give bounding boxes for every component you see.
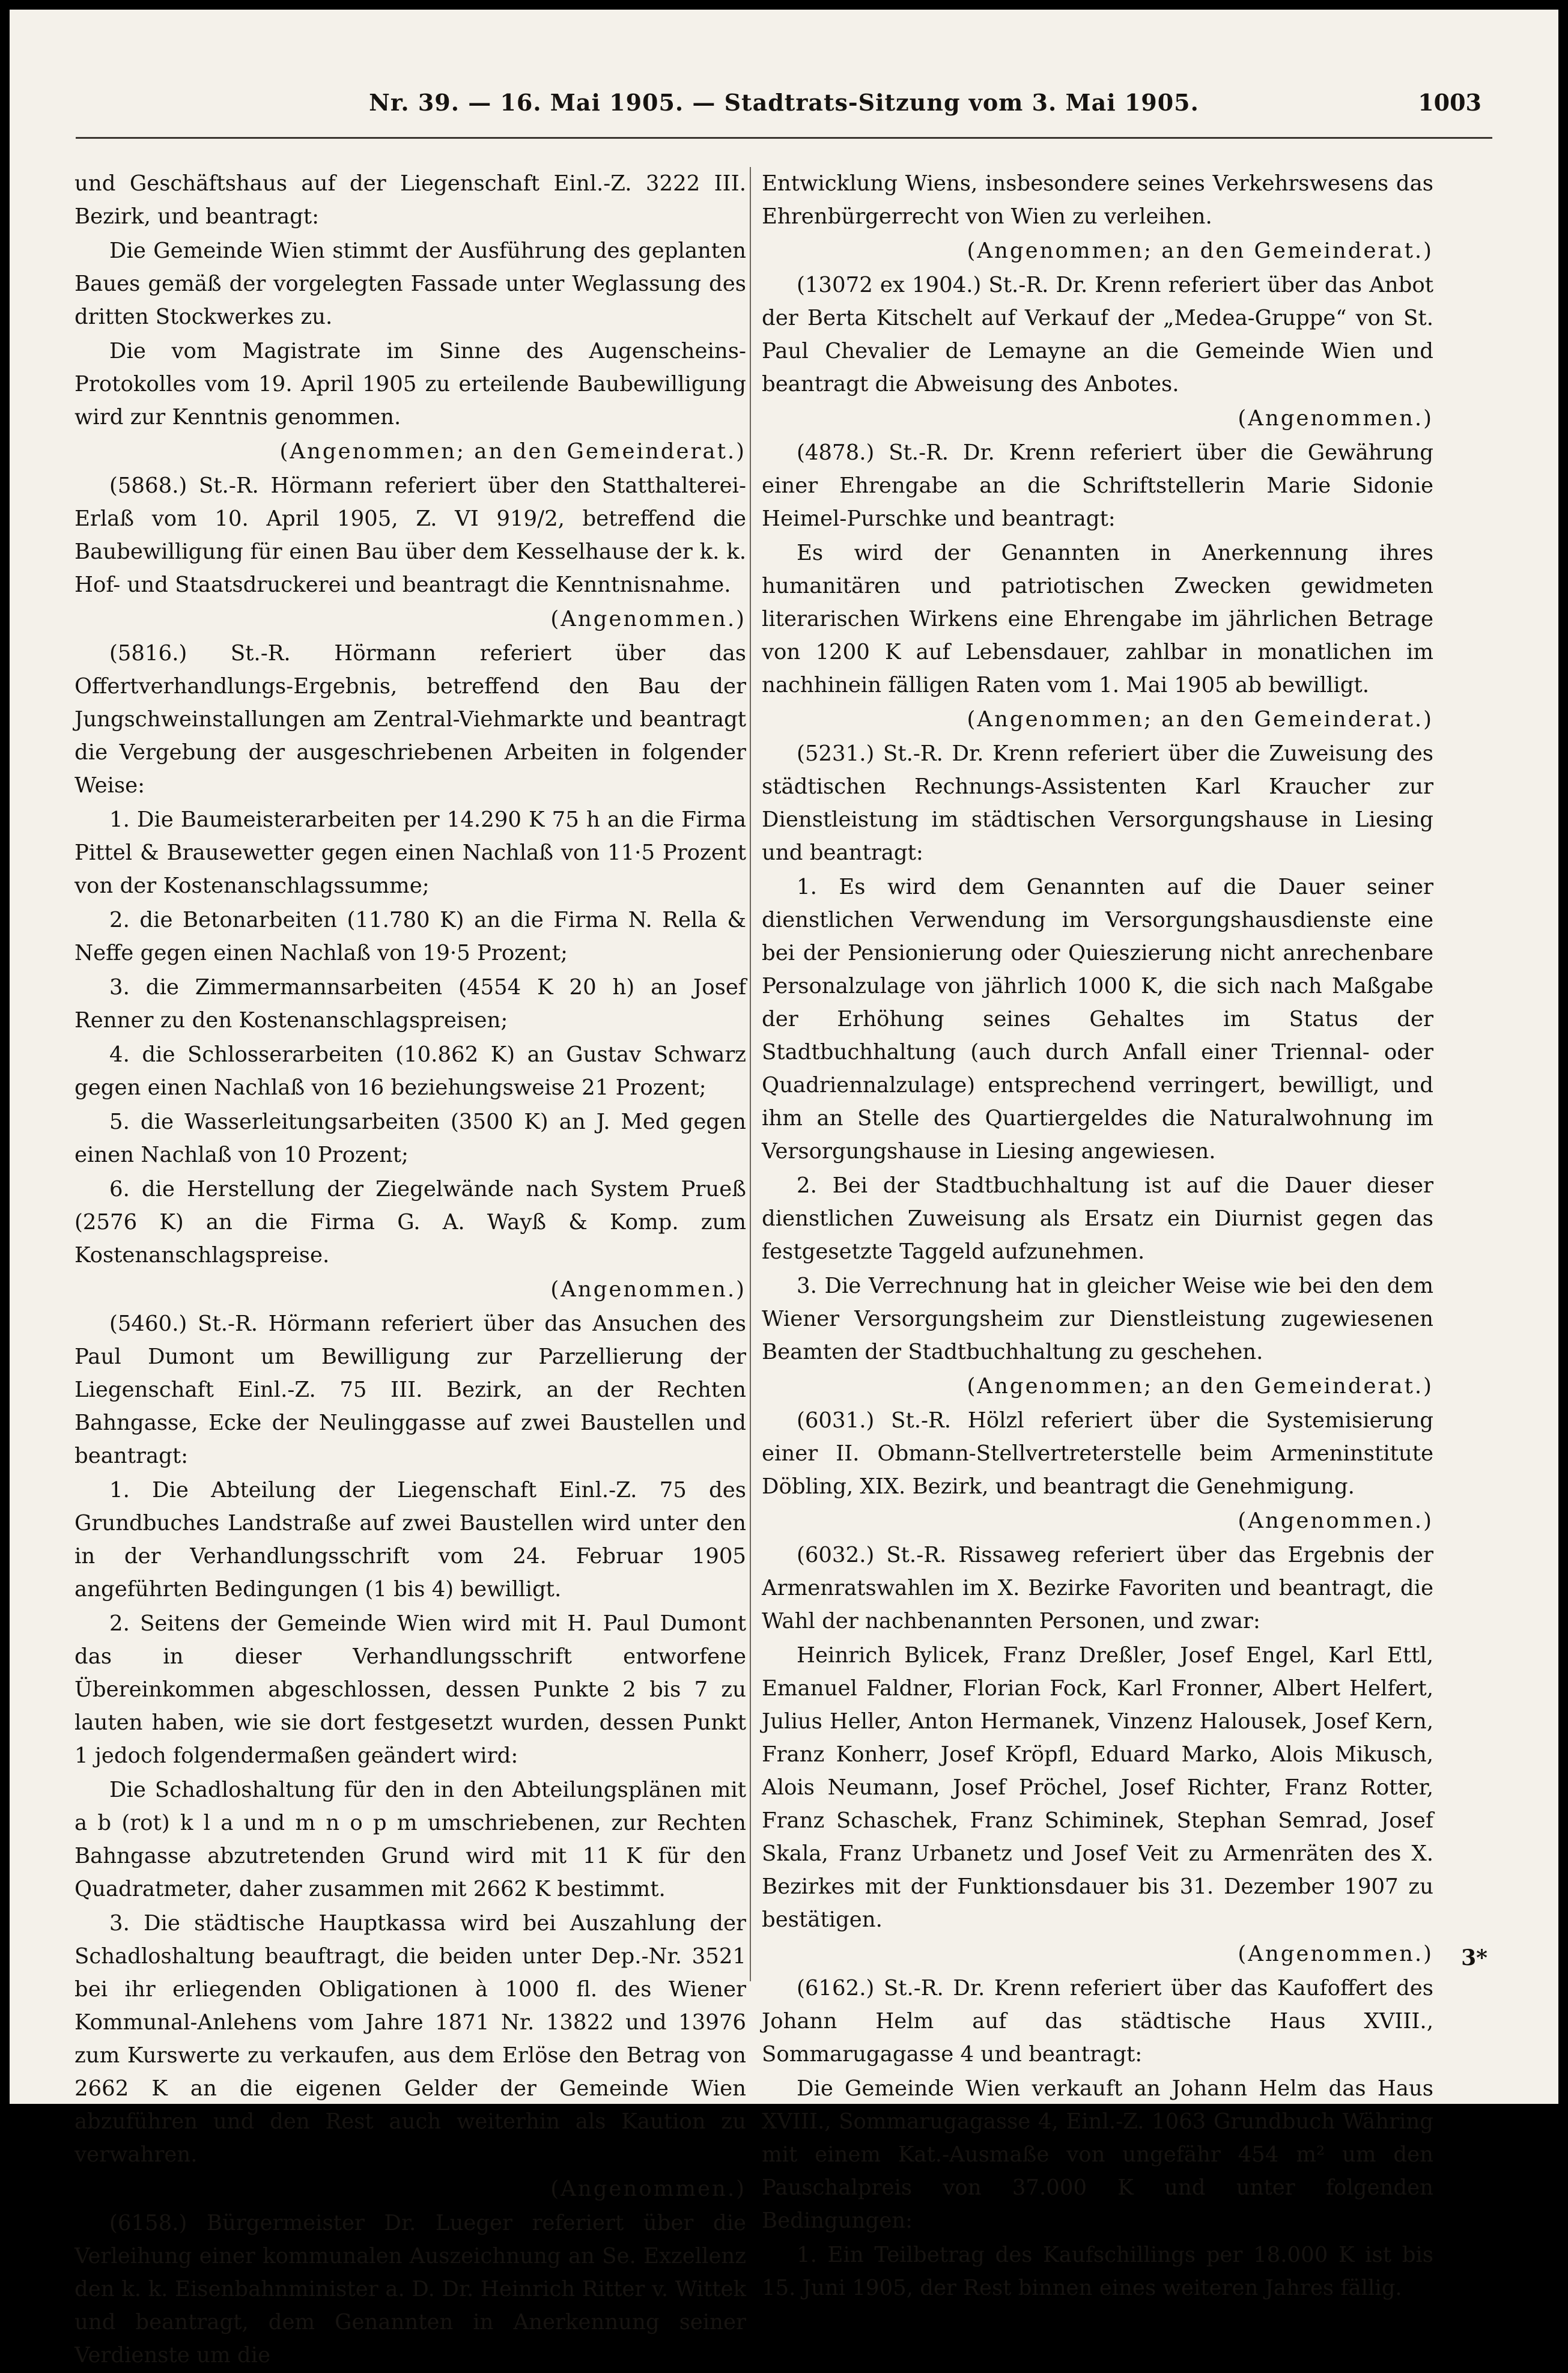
paragraph: 1. Ein Teilbetrag des Kaufschillings per 18.000 K ist bis 15. Juni 1905, der Rest binnen eines weiteren Jahres fällig. [762,2243,1433,2300]
left-column [74,167,746,2373]
paragraph: 2. Bei der Stadtbuchhaltung ist auf die Dauer dieser dienstlichen Zuweisung als Ersatz ein Diurnist gegen das festgesetzte Taggeld aufzunehmen. [762,1173,1433,1264]
paragraph: Es wird der Genannten in Anerkennung ihres humanitären und patriotischen Zwecken gewidmeten literarischen Wirkens eine Ehrengabe im jährlichen Betrage von 1200 K auf Lebensdauer, zahlbar in monatlichen im nachhinein fälligen Raten vom 1. Mai 1905 ab bewilligt. [762,541,1433,697]
paragraph: (13072 ex 1904.) St.-R. Dr. Krenn referiert über das Anbot der Berta Kitschelt auf Verkauf der „Medea-Gruppe“ von St. Paul Chevalier de Lemayne an die Gemeinde Wien und beantragt die Abweisung des Anbotes. [762,273,1433,397]
paragraph: 5. die Wasserleitungsarbeiten (3500 K) an J. Med gegen einen Nachlaß von 10 Prozent; [74,1110,746,1167]
paragraph: Die Gemeinde Wien stimmt der Ausführung des geplanten Baues gemäß der vorgelegten Fassade unter Weglassung des dritten Stockwerkes zu. [74,239,746,329]
page-number: 1003 [1418,89,1481,116]
paragraph: 1. Die Baumeisterarbeiten per 14.290 K 75 h an die Firma Pittel & Brausewetter gegen einen Nachlaß von 11·5 Prozent von der Kostenanschlagssumme; [74,807,746,898]
decision-note: (Angenommen.) [1238,1509,1433,1533]
decision-note: (Angenommen; an den Gemeinderat.) [967,707,1433,732]
paragraph: (5460.) St.-R. Hörmann referiert über das Ansuchen des Paul Dumont um Bewilligung zur Parzellierung der Liegenschaft Einl.-Z. 75 III. Bezirk, an der Rechten Bahngasse, Ecke der Neulinggasse auf zwei Baustellen und beantragt: [74,1311,746,1468]
paragraph: (6032.) St.-R. Rissaweg referiert über das Ergebnis der Armenratswahlen im X. Bezirke Favoriten und beantragt, die Wahl der nachbenannten Personen, und zwar: [762,1543,1433,1633]
paragraph: Heinrich Bylicek, Franz Dreßler, Josef Engel, Karl Ettl, Emanuel Faldner, Florian Fock, Karl Fronner, Albert Helfert, Julius Heller, Anton Hermanek, Vinzenz Halousek, Josef Kern, Franz Konherr, Josef Kröpfl, Eduard Marko, Alois Mikusch, Alois Neumann, Josef Pröchel, Josef Richter, Franz Rotter, Franz Schaschek, Franz Schiminek, Stephan Semrad, Josef Skala, Franz Urbanetz und Josef Veit zu Armenräten des X. Bezirkes mit der Funktionsdauer bis 31. Dezember 1907 zu bestätigen. [762,1643,1433,1932]
paragraph: (5868.) St.-R. Hörmann referiert über den Statthalterei-Erlaß vom 10. April 1905, Z. VI 919/2, betreffend die Baubewilligung für einen Bau über dem Kesselhause der k. k. Hof- und Staatsdruckerei und beantragt die Kenntnisnahme. [74,473,746,597]
paragraph: 6. die Herstellung der Ziegelwände nach System Prueß (2576 K) an die Firma G. A. Wayß & Komp. zum Kostenanschlagspreise. [74,1177,746,1268]
decision-note: (Angenommen; an den Gemeinderat.) [967,239,1433,263]
right-column [762,167,1433,2306]
paragraph: (5231.) St.-R. Dr. Krenn referiert über die Zuweisung des städtischen Rechnungs-Assistenten Karl Kraucher zur Dienstleistung im städtischen Versorgungshause in Liesing und beantragt: [762,741,1433,865]
paragraph: 1. Die Abteilung der Liegenschaft Einl.-Z. 75 des Grundbuches Landstraße auf zwei Baustellen wird unter den in der Verhandlungsschrift vom 24. Februar 1905 angeführten Bedingungen (1 bis 4) bewilligt. [74,1478,746,1602]
paragraph: 1. Es wird dem Genannten auf die Dauer seiner dienstlichen Verwendung im Versorgungshausdienste eine bei der Pensionierung oder Quieszierung nicht anrechenbare Personalzulage von jährlich 1000 K, die sich nach Maßgabe der Erhöhung seines Gehaltes im Status der Stadtbuchhaltung (auch durch Anfall einer Triennal- oder Quadriennalzulage) entsprechend verringert, bewilligt, und ihm an Stelle des Quartiergeldes die Naturalwohnung im Versorgungshause in Liesing angewiesen. [762,875,1433,1164]
running-title: Nr. 39. — 16. Mai 1905. — Stadtrats-Sitzung vom 3. Mai 1905. [369,89,1199,116]
paragraph: Die Schadloshaltung für den in den Abteilungsplänen mit a b (rot) k l a und m n o p m umschriebenen, zur Rechten Bahngasse abzutretenden Grund wird mit 11 K für den Quadratmeter, daher zusammen mit 2662 K bestimmt. [74,1778,746,1901]
paragraph: 2. Seitens der Gemeinde Wien wird mit H. Paul Dumont das in dieser Verhandlungsschrift entworfene Übereinkommen abgeschlossen, dessen Punkte 2 bis 7 zu lauten haben, wie sie dort festgesetzt wurden, dessen Punkt 1 jedoch folgendermaßen geändert wird: [74,1611,746,1768]
decision-note: (Angenommen.) [1238,406,1433,431]
header-rule [76,137,1492,139]
paragraph: 3. die Zimmermannsarbeiten (4554 K 20 h) an Josef Renner zu den Kostenanschlagspreisen; [74,975,746,1033]
paragraph: (5816.) St.-R. Hörmann referiert über das Offertverhandlungs-Ergebnis, betreffend den Bau der Jungschweinstallungen am Zentral-Viehmarkte und beantragt die Vergebung der ausgeschriebenen Arbeiten in folgender Weise: [74,641,746,798]
paragraph: 4. die Schlosserarbeiten (10.862 K) an Gustav Schwarz gegen einen Nachlaß von 16 beziehungsweise 21 Prozent; [74,1042,746,1100]
paragraph: (6162.) St.-R. Dr. Krenn referiert über das Kaufoffert des Johann Helm auf das städtische Haus XVIII., Sommarugagasse 4 und beantragt: [762,1976,1433,2067]
paragraph: (6031.) St.-R. Hölzl referiert über die Systemisierung einer II. Obmann-Stellvertreterstelle beim Armeninstitute Döbling, XIX. Bezirk, und beantragt die Genehmigung. [762,1408,1433,1499]
decision-note: (Angenommen; an den Gemeinderat.) [967,1374,1433,1399]
paragraph: (4878.) St.-R. Dr. Krenn referiert über die Gewährung einer Ehrengabe an die Schriftstellerin Marie Sidonie Heimel-Purschke und beantragt: [762,440,1433,531]
paragraph: 3. Die Verrechnung hat in gleicher Weise wie bei den dem Wiener Versorgungsheim zur Dienstleistung zugewiesenen Beamten der Stadtbuchhaltung zu geschehen. [762,1274,1433,1364]
paragraph: 2. die Betonarbeiten (11.780 K) an die Firma N. Rella & Neffe gegen einen Nachlaß von 19·5 Prozent; [74,908,746,965]
paragraph: 3. Die städtische Hauptkassa wird bei Auszahlung der Schadloshaltung beauftragt, die beiden unter Dep.-Nr. 3521 bei ihr erliegenden Obligationen à 1000 fl. des Wiener Kommunal-Anlehens vom Jahre 1871 Nr. 13822 und 13976 zum Kurswerte zu verkaufen, aus dem Erlöse den Betrag von 2662 K an die eigenen Gelder der Gemeinde Wien abzuführen und den Rest auch weiterhin als Kaution zu verwahren. [74,1911,746,2167]
decision-note: (Angenommen.) [550,1277,746,1302]
decision-note: (Angenommen.) [550,2177,746,2201]
signature-mark: 3* [1461,1945,1487,1970]
decision-note: (Angenommen; an den Gemeinderat.) [279,439,746,464]
page-header [76,81,1492,135]
paragraph: Entwicklung Wiens, insbesondere seines Verkehrswesens das Ehrenbürgerrecht von Wien zu verleihen. [762,171,1433,229]
paragraph: Die vom Magistrate im Sinne des Augenscheins-Protokolles vom 19. April 1905 zu erteilende Baubewilligung wird zur Kenntnis genommen. [74,339,746,430]
paragraph: Die Gemeinde Wien verkauft an Johann Helm das Haus XVIII., Sommarugagasse 4, Einl.-Z. 1063 Grundbuch Währing mit einem Kat.-Ausmaße von ungefähr 454 m² um den Pauschalpreis von 37.000 K und unter folgenden Bedingungen: [762,2076,1433,2233]
paragraph: und Geschäftshaus auf der Liegenschaft Einl.-Z. 3222 III. Bezirk, und beantragt: [74,171,746,229]
paragraph: (6158.) Bürgermeister Dr. Lueger referiert über die Verleihung einer kommunalen Auszeichnung an Se. Exzellenz den k. k. Eisenbahnminister a. D. Dr. Heinrich Ritter v. Wittek und beantragt, dem Genannten in Anerkennung seiner Verdienste um die [74,2211,746,2368]
decision-note: (Angenommen.) [1238,1942,1433,1966]
document-page [10,10,1558,2368]
decision-note: (Angenommen.) [550,607,746,631]
column-divider [750,167,751,1981]
